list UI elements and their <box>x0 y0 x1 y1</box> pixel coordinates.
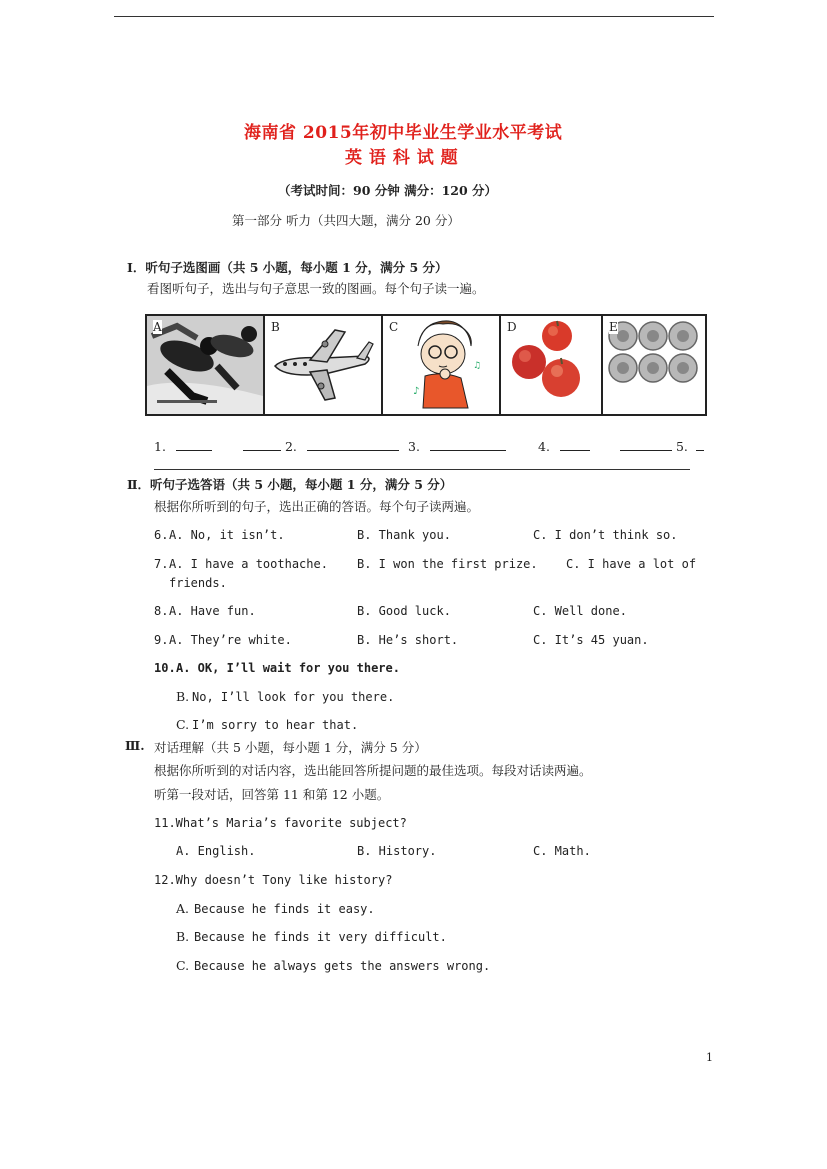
section3-number: Ⅲ. <box>125 738 145 753</box>
q11-option-b: B. History. <box>357 844 437 858</box>
q6-option-b: B. Thank you. <box>357 528 451 542</box>
q12-option-b: Because he finds it very difficult. <box>194 930 447 944</box>
picture-label: C <box>389 320 399 334</box>
q9-option-c: C. It’s 45 yuan. <box>533 633 649 647</box>
coins-icon <box>603 316 705 414</box>
section2-instruction: 根据你所听到的句子，选出正确的答语。每个句子读两遍。 <box>154 499 480 514</box>
q11-question: 11.What’s Maria’s favorite subject? <box>154 816 407 830</box>
picture-label: D <box>507 320 517 334</box>
section3-instruction: 根据你所听到的对话内容，选出能回答所提问题的最佳选项。每段对话读两遍。 <box>154 763 592 778</box>
q7-number: 7. <box>154 557 169 571</box>
q6-option-c: C. I don’t think so. <box>533 528 678 542</box>
q10-option-c-letter: C. <box>176 717 190 732</box>
answer-blank-4[interactable]: 4. <box>538 438 590 454</box>
q10-option-c: I’m sorry to hear that. <box>192 718 359 732</box>
svg-text:♫: ♫ <box>473 361 482 371</box>
q6-option-a: A. No, it isn’t. <box>169 528 285 542</box>
q11-option-c: C. Math. <box>533 844 591 858</box>
section3-heading: 对话理解（共 5 小题，每小题 1 分，满分 5 分） <box>154 740 427 755</box>
picture-e <box>603 316 705 414</box>
exam-info: （考试时间：90 分钟 满分：120 分） <box>278 183 498 198</box>
section3-subheading: 听第一段对话，回答第 11 和第 12 小题。 <box>154 787 390 802</box>
q8-option-c: C. Well done. <box>533 604 627 618</box>
picture-strip <box>145 314 707 416</box>
header-rule <box>114 16 714 17</box>
picture-label: B <box>271 320 280 334</box>
q8-option-a: A. Have fun. <box>169 604 256 618</box>
q9-option-a: A. They’re white. <box>169 633 292 647</box>
picture-label: E <box>609 320 618 334</box>
q12-option-c: Because he always gets the answers wrong. <box>194 959 491 973</box>
q12-question: 12.Why doesn’t Tony like history? <box>154 873 393 887</box>
q10-option-b: No, I’ll look for you there. <box>192 690 395 704</box>
q10-number: 10. <box>154 661 176 675</box>
q12-option-c-letter: C. <box>176 958 190 973</box>
answer-blank-3[interactable]: 3. <box>408 438 506 454</box>
svg-text:♪: ♪ <box>413 386 420 397</box>
speed-skaters-icon <box>147 316 263 414</box>
picture-c <box>383 316 501 414</box>
q9-option-b: B. He’s short. <box>357 633 459 647</box>
part-heading: 第一部分 听力（共四大题，满分 20 分） <box>232 213 460 228</box>
q12-option-b-letter: B. <box>176 929 190 944</box>
q9-number: 9. <box>154 633 169 647</box>
q12-option-a: Because he finds it easy. <box>194 902 375 916</box>
picture-b <box>265 316 383 414</box>
q8-number: 8. <box>154 604 169 618</box>
q7-option-c-cont: friends. <box>169 576 227 590</box>
section2-heading: Ⅱ．听句子选答语（共 5 小题，每小题 1 分，满分 5 分） <box>127 477 453 492</box>
q10-option-b-letter: B. <box>176 689 190 704</box>
q10-option-a: A. OK, I’ll wait for you there. <box>176 661 400 675</box>
page-number: 1 <box>706 1051 713 1064</box>
picture-a <box>147 316 265 414</box>
airplane-icon <box>265 316 381 414</box>
q6-number: 6. <box>154 528 169 542</box>
picture-d <box>501 316 603 414</box>
q7-option-c: C. I have a lot of <box>566 557 697 571</box>
section1-heading: I．听句子选图画（共 5 小题，每小题 1 分，满分 5 分） <box>127 260 448 275</box>
answer-blank-2[interactable]: 2. <box>243 438 399 454</box>
q12-option-a-letter: A. <box>176 901 190 916</box>
answer-blank-1[interactable]: 1. <box>154 438 212 454</box>
exam-subtitle: 英 语 科 试 题 <box>345 148 459 168</box>
q7-option-a: A. I have a toothache. <box>169 557 328 571</box>
exam-title: 海南省 2015年初中毕业生学业水平考试 <box>244 123 563 143</box>
q11-option-a: A. English. <box>176 844 256 858</box>
picture-label: A <box>153 320 162 334</box>
answer-line <box>154 469 690 470</box>
q7-option-b: B. I won the first prize. <box>357 557 538 571</box>
section1-instruction: 看图听句子，选出与句子意思一致的图画。每个句子读一遍。 <box>147 281 485 296</box>
q8-option-b: B. Good luck. <box>357 604 451 618</box>
sick-boy-icon <box>383 316 499 414</box>
answer-blank-5[interactable]: 5. <box>620 438 704 454</box>
